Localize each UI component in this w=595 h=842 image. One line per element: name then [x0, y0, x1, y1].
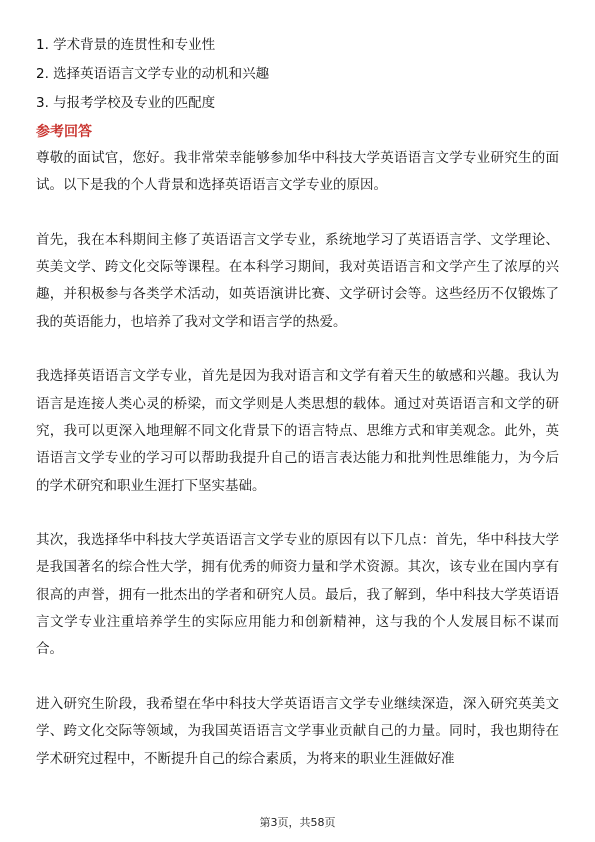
paragraph-gap — [36, 500, 559, 527]
paragraph-motivation: 我选择英语语言文学专业，首先是因为我对语言和文学有着天生的敏感和兴趣。我认为语言是连接人类心灵的桥梁，而文学则是人类思想的载体。通过对英语语言和文学的研究，我可以更深入地理解不同文化背景下的语言特点、思维方式和审美观念。此外，英语语言文学专业的学习可以帮助我提升自己的语言表达能力和批判性思维能力，为今后的学术研究和职业生涯打下坚实基础。 — [36, 368, 559, 494]
paragraph-background: 首先，我在本科期间主修了英语语言文学专业，系统地学习了英语语言学、文学理论、英美文学、跨文化交际等课程。在本科学习期间，我对英语语言和文学产生了浓厚的兴趣，并积极参与各类学术活动，如英语演讲比赛、文学研讨会等。这些经历不仅锻炼了我的英语能力，也培养了我对文学和语言学的热爱。 — [36, 231, 559, 330]
paragraph-school-choice: 其次，我选择华中科技大学英语语言文学专业的原因有以下几点：首先，华中科技大学是我国著名的综合性大学，拥有优秀的师资力量和学术资源。其次，该专业在国内享有很高的声誉，拥有一批杰出的学者和研究人员。最后，我了解到，华中科技大学英语语言文学专业注重培养学生的实际应用能力和创新精神，这与我的个人发展目标不谋而合。 — [36, 532, 559, 658]
paragraph-gap — [36, 336, 559, 363]
page-number-footer: 第3页，共58页 — [259, 816, 336, 829]
paragraph-gap — [36, 664, 559, 691]
answer-heading: 参考回答 — [36, 124, 92, 140]
page-content — [36, 31, 559, 773]
paragraph-gap — [36, 200, 559, 227]
paragraph-future-plans: 进入研究生阶段，我希望在华中科技大学英语语言文学专业继续深造，深入研究英美文学、跨文化交际等领域，为我国英语语言文学事业贡献自己的力量。同时，我也期待在学术研究过程中，不断提升自己的综合素质，为将来的职业生涯做好准 — [36, 695, 559, 767]
paragraph-greeting: 尊敬的面试官，您好。我非常荣幸能够参加华中科技大学英语语言文学专业研究生的面试。以下是我的个人背景和选择英语语言文学专业的原因。 — [36, 150, 559, 194]
list-item-1: 1. 学术背景的连贯性和专业性 — [36, 37, 216, 53]
list-item-2: 2. 选择英语语言文学专业的动机和兴趣 — [36, 66, 270, 82]
list-item-3: 3. 与报考学校及专业的匹配度 — [36, 95, 216, 111]
